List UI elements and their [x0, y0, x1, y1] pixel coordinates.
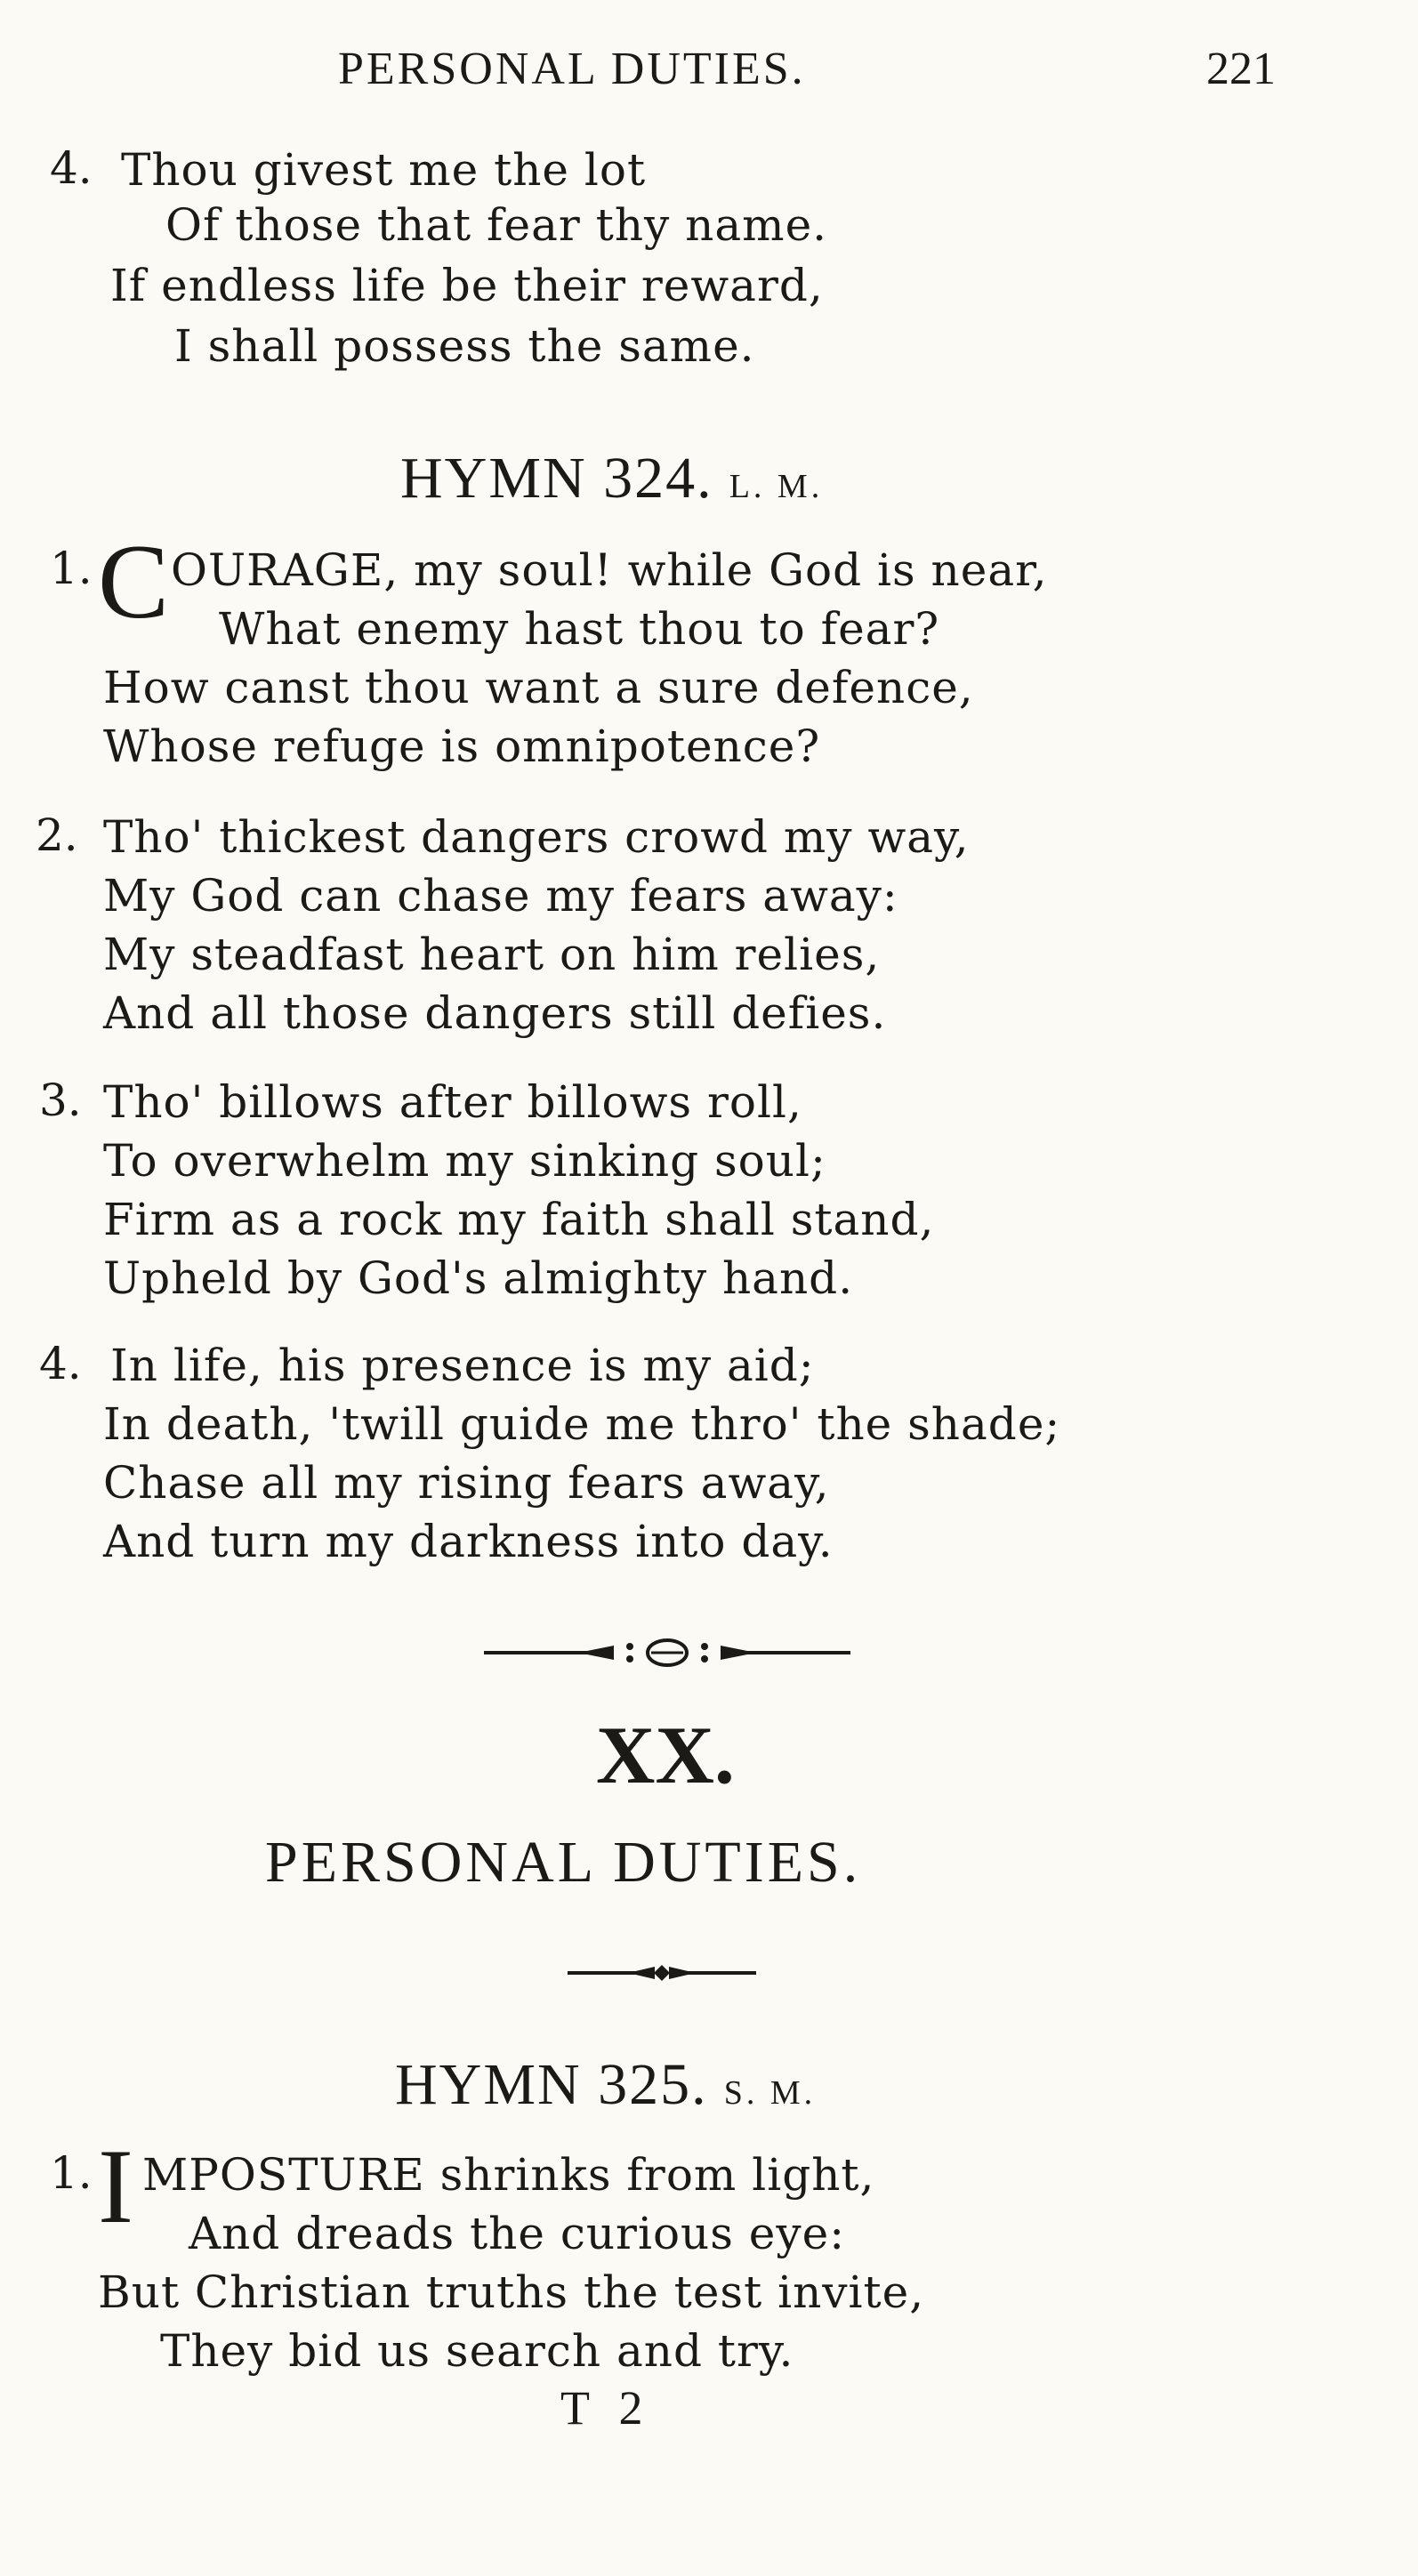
verse-line: Tho' thickest dangers crowd my way, [103, 811, 970, 863]
verse-line: Whose refuge is omnipotence? [103, 720, 821, 772]
verse-line: I shall possess the same. [174, 320, 755, 372]
verse-line: OURAGE, my soul! while God is near, [171, 544, 1048, 596]
verse-line: And all those dangers still defies. [103, 987, 887, 1039]
verse-number: 3. [39, 1075, 82, 1126]
verse-line: They bid us search and try. [160, 2325, 794, 2377]
running-head: PERSONAL DUTIES. [338, 44, 806, 94]
verse-line: And turn my darkness into day. [103, 1516, 834, 1567]
hymn-meter: L. M. [729, 468, 824, 505]
verse-line: My steadfast heart on him relies, [103, 929, 881, 980]
hymn-meter: S. M. [723, 2074, 817, 2112]
verse-line: Chase all my rising fears away, [103, 1457, 830, 1509]
hymn-heading [400, 445, 823, 512]
verse-line: And dreads the curious eye: [189, 2208, 846, 2259]
verse-line: Thou givest me the lot [121, 144, 647, 196]
verse-line: To overwhelm my sinking soul; [103, 1135, 826, 1187]
hymn-title: HYMN 325. [395, 2052, 708, 2117]
verse-number: 4. [50, 142, 93, 194]
drop-capital: I [98, 2127, 133, 2245]
verse-line: If endless life be their reward, [110, 260, 824, 311]
verse-number: 4. [39, 1338, 82, 1389]
verse-line: Tho' billows after billows roll, [103, 1076, 802, 1128]
section-ornament [480, 1633, 854, 1669]
hymn-heading [395, 2051, 816, 2119]
verse-number: 1. [50, 543, 93, 594]
verse-line: What enemy hast thou to fear? [219, 603, 940, 655]
rule-ornament [566, 1962, 758, 1984]
verse-line: But Christian truths the test invite, [98, 2266, 925, 2318]
verse-line: Upheld by God's almighty hand. [103, 1252, 854, 1304]
section-number: XX. [596, 1710, 735, 1800]
verse-line: How canst thou want a sure defence, [103, 662, 974, 713]
verse-line: Of those that fear thy name. [165, 199, 828, 251]
signature-mark: T 2 [560, 2381, 652, 2435]
verse-line: Firm as a rock my faith shall stand, [103, 1194, 935, 1245]
verse-line: In life, his presence is my aid; [110, 1340, 815, 1391]
verse-number: 1. [50, 2147, 93, 2199]
hymn-title: HYMN 324. [400, 446, 713, 511]
drop-capital: C [98, 522, 170, 640]
section-title: PERSONAL DUTIES. [265, 1830, 862, 1895]
verse-line: My God can chase my fears away: [103, 870, 898, 922]
page-number: 221 [1206, 44, 1276, 94]
verse-line: In death, 'twill guide me thro' the shade; [103, 1398, 1061, 1450]
verse-number: 2. [36, 809, 78, 861]
verse-line: MPOSTURE shrinks from light, [142, 2149, 875, 2201]
